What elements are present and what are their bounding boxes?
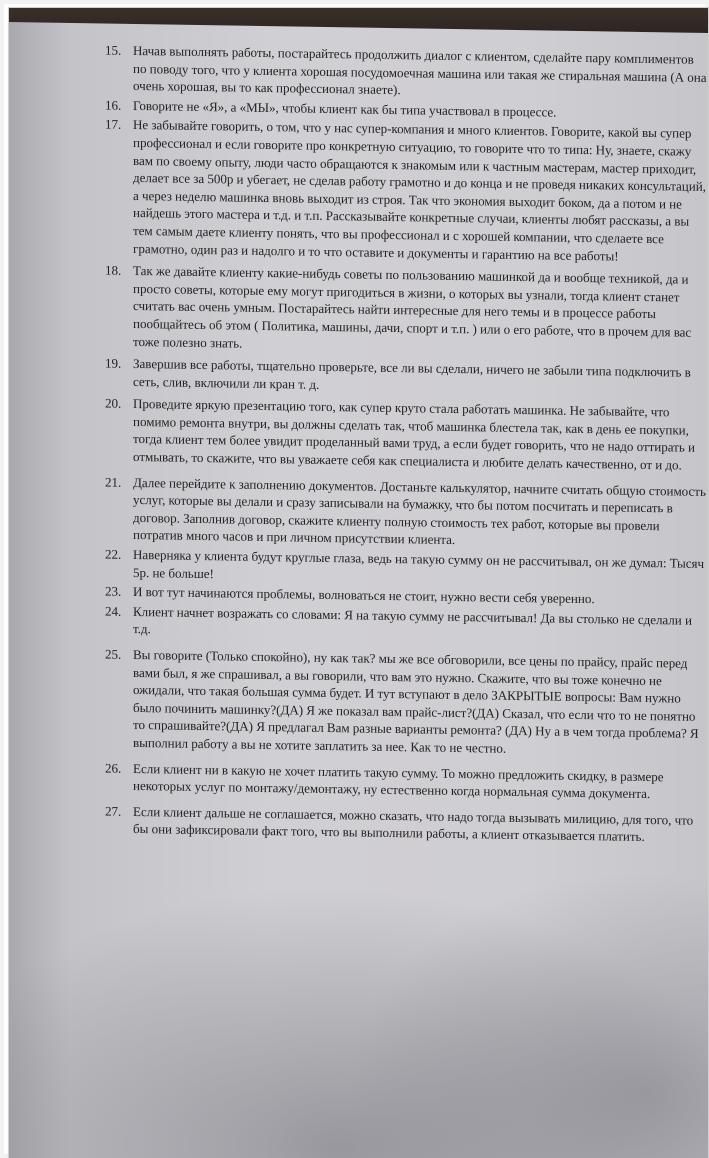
item-text: Начав выполнять работы, постарайтесь продолжить диалог с клиентом, сделайте пару комплиментов по поводу того, что у клиента хорошая посудомоечная машина или такая же стиральная машина (А она очень хорошая, вы то как профессионал знаете). [133, 42, 707, 98]
item-text: Далее перейдите к заполнению документов. Достаньте калькулятор, начните считать общую стоимость услуг, которые вы делали и сразу записывали на бумажку, что бы потом посчитать и переписать в договор. Заполнив договор, скажите клиенту полную стоимость тех работ, которые вы провели потратив много часов и при личном присутствии клиента. [133, 474, 706, 548]
item-number: 15. [105, 42, 122, 58]
item-number: 21. [105, 474, 122, 490]
item-text: Если клиент ни в какую не хочет платить такую сумму. То можно предложить скидку, в размере некоторых услуг по монтажу/демонтажу, ну естественно когда нормальная сумма документа. [133, 760, 664, 802]
item-number: 16. [105, 97, 122, 113]
item-number: 27. [105, 803, 122, 819]
list-item-15 [105, 42, 708, 104]
item-text: Завершив все работы, тщательно проверьте, все ли вы сделали, ничего не забыли типа подключить в сеть, слив, включили ли кран т. д. [133, 356, 691, 392]
item-text: Вы говорите (Только спокойно), ну как так? мы же все обговорили, все цены по прайсу, прайс перед вами был, я же спрашивал, а вы говорили, что вам это нужно. Скажите, что вы тоже конечно не ожидали, что такая большая сумма будет. И тут вступают в дело ЗАКРЫТЫЕ вопросы: Вам нужно было починить машинку?(ДА) Я же показал вам прайс-лист?(ДА) Сказал, что если что то не понятно то спрашивайте?(ДА) Я предлагал Вам разные варианты ремонта? (ДА) Ну а в чем тогда проблема? Я выполнил работу а вы не хотите заплатить за нее. Как то не честно. [133, 646, 699, 756]
item-number: 18. [105, 262, 122, 278]
list-item-20 [105, 395, 708, 475]
paper-sheet [9, 22, 708, 1158]
item-number: 19. [105, 355, 122, 371]
list-item-17 [105, 116, 708, 266]
item-number: 20. [105, 395, 122, 412]
item-text: Наверняка у клиента будут круглые глаза, ведь на такую сумму он не рассчитывал, он же думал: Тысяч 5р. не больше! [133, 546, 705, 581]
item-number: 25. [105, 646, 122, 662]
instruction-list [105, 42, 708, 847]
list-item-27 [105, 802, 708, 847]
item-text: И вот тут начинаются проблемы, волноваться не стоит, нужно вести себя уверенно. [133, 584, 595, 607]
item-text: Если клиент дальше не соглашается, можно сказать, что надо тогда вызывать милицию, для того, что бы они зафиксировали факт того, что вы выполнили работы, а клиент отказывается платить. [133, 803, 694, 845]
item-text: Не забывайте говорить, о том, что у нас супер-компания и много клиентов. Говорите, какой вы супер профессионал и если говорите про конкретную ситуацию, то говорите что то типа: Ну, знаете, скажу вам по своему опыту, люди часто обращаются к знакомым или к частным мастерам, мастер приходит, делает все за 500р и убегает, не сделав работу грамотно и до конца и не проведя никаких консультаций, а через неделю машинка вновь выходит из строя. Так что экономия выходит боком, да а потом и не найдешь этого мастера и т.д. и т.п. Рассказывайте конкретные случаи, клиенты любят рассказы, а вы тем самым даете клиенту понять, что вы профессионал и с хорошей компании, что сделаете все грамотно, один раз и надолго и то что оставите и документы и гарантию на все работы! [133, 117, 706, 264]
list-item-24 [105, 602, 708, 647]
item-text: Проведите яркую презентацию того, как супер круто стала работать машинка. Не забывайте, что помимо ремонта внутри, вы должны сделать так, чтоб машинка блестела так, как в день ее покупки, тогда клиент тем более увидит проделанный вами труд, а если будет говорить, что не надо оттирать и отмывать, то скажите, что вы уважаете себя как специалиста и любите делать качественно, от и до. [133, 396, 695, 473]
item-number: 26. [105, 760, 122, 776]
list-item-26 [105, 759, 708, 804]
item-number: 23. [105, 583, 122, 599]
item-text: Говорите не «Я», а «МЫ», чтобы клиент как бы типа участвовал в процессе. [133, 97, 557, 120]
photo-of-page [9, 8, 708, 1158]
list-item-25 [105, 646, 708, 761]
item-number: 24. [105, 603, 122, 619]
list-item-21 [105, 473, 708, 553]
item-number: 17. [105, 116, 122, 133]
list-item-19 [105, 355, 708, 400]
item-text: Так же давайте клиенту какие-нибудь советы по пользованию машинкой да и вообще техникой, да и просто советы, которые ему могут пригодиться в жизни, о которых вы узнали, тогда клиент станет считать вас очень умным. Постарайтесь найти интересные для него темы и в процессе работы пообщайтесь об этом ( Политика, машины, дачи, спорт и т.п. ) или о его работе, что в прочем для вас тоже полезно знать. [133, 263, 692, 351]
item-text: Клиент начнет возражать со словами: Я на такую сумму не рассчитывал! Да вы столько не сделали и т.д. [133, 603, 692, 637]
item-number: 22. [105, 546, 122, 562]
list-item-18 [105, 262, 708, 359]
